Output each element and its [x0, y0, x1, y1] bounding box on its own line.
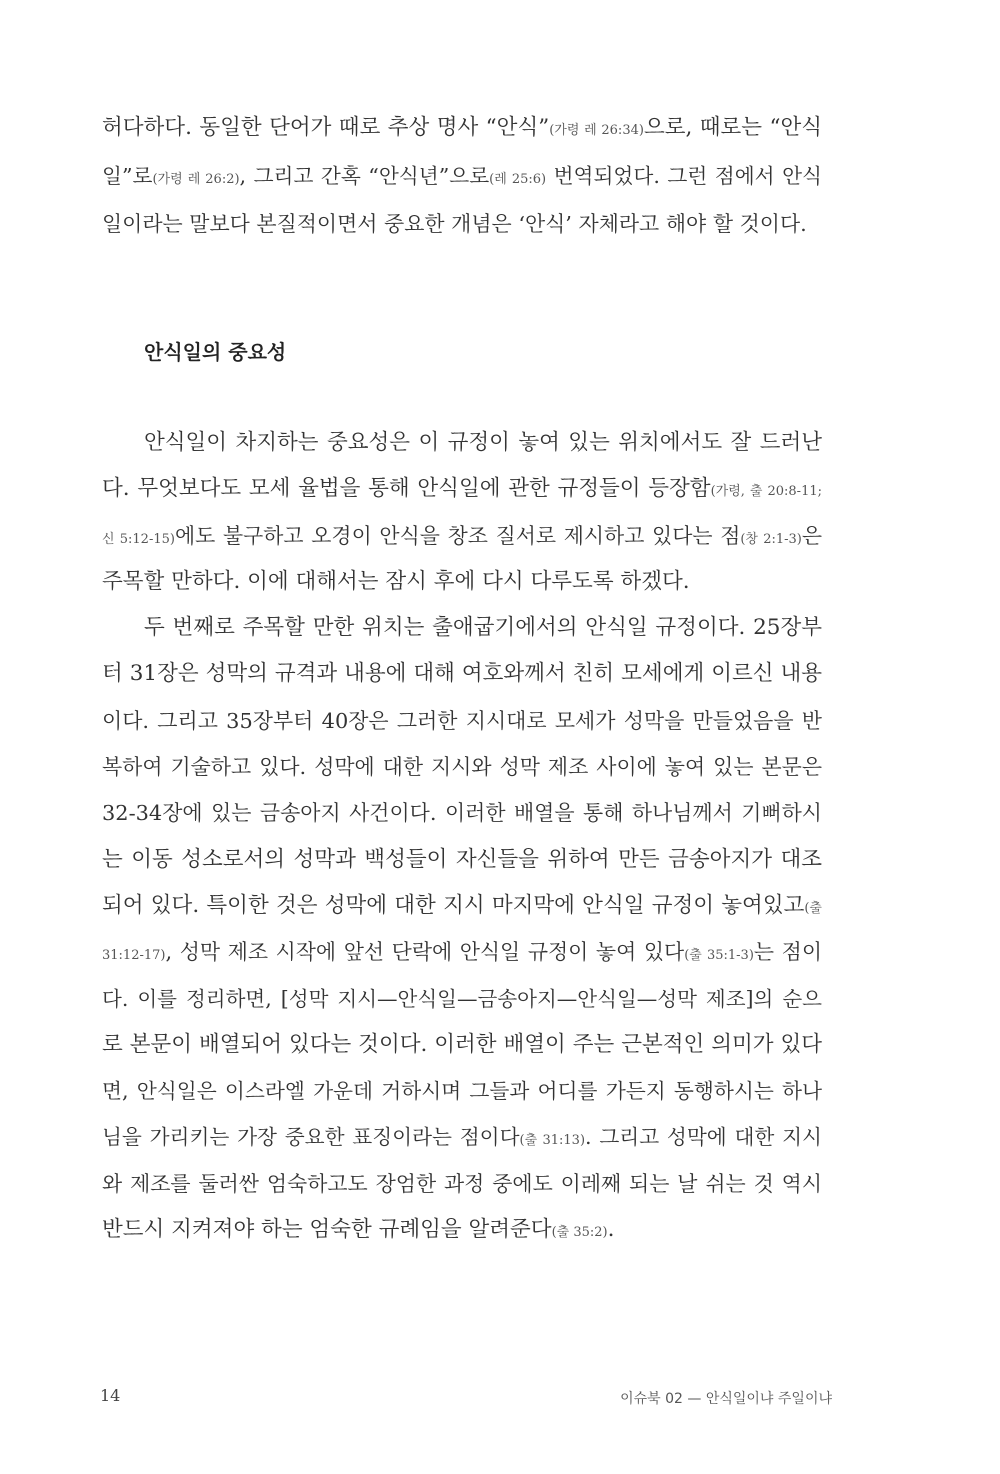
- text-line: 이다. 그리고 35장부터 40장은 그러한 지시대로 모세가 성막을 만들었음을 반: [102, 708, 822, 733]
- text-line: 안식일이 차지하는 중요성은 이 규정이 놓여 있는 위치에서도 잘 드러난: [144, 430, 822, 455]
- text-line: 다. 무엇보다도 모세 율법을 통해 안식일에 관한 규정들이 등장함(가령, 출 20:8-11;: [102, 476, 822, 502]
- page-number: 14: [100, 1386, 121, 1405]
- section-heading: 안식일의 중요성: [144, 340, 287, 364]
- text-line: 로 본문이 배열되어 있다는 것이다. 이러한 배열이 주는 근본적인 의미가 있다: [102, 1031, 822, 1057]
- scripture-reference: 신 5:12-15): [102, 531, 175, 547]
- text-line: 와 제조를 둘러싼 엄숙하고도 장엄한 과정 중에도 이레째 되는 날 쉬는 것 역시: [102, 1171, 822, 1196]
- text-line: 복하여 기술하고 있다. 성막에 대한 지시와 성막 제조 사이에 놓여 있는 본문은: [102, 755, 822, 780]
- text-line: 두 번째로 주목할 만한 위치는 출애굽기에서의 안식일 규정이다. 25장부: [144, 615, 822, 641]
- text-line: 반드시 지켜져야 하는 엄숙한 규례임을 알려준다(출 35:2).: [102, 1217, 615, 1243]
- scripture-reference: (출: [804, 900, 822, 916]
- scripture-reference: (레 25:6): [489, 172, 547, 187]
- scripture-reference: (출 35:2): [551, 1225, 608, 1241]
- text-line: 주목할 만하다. 이에 대해서는 잠시 후에 다시 다루도록 하겠다.: [102, 568, 690, 594]
- running-head: 이슈북 02 — 안식일이냐 주일이냐: [620, 1391, 832, 1407]
- text-line: 허다하다. 동일한 단어가 때로 추상 명사 “안식”(가령 레 26:34)으로, 때로는 “안식: [102, 115, 822, 140]
- body-paragraphs: [102, 420, 822, 1253]
- text-line: 되어 있다. 특이한 것은 성막에 대한 지시 마지막에 안식일 규정이 놓여있고(출: [102, 892, 822, 918]
- scripture-reference: 31:12-17): [102, 948, 166, 964]
- text-line: 는 이동 성소로서의 성막과 백성들이 자신들을 위하여 만든 금송아지가 대조: [102, 846, 822, 872]
- scripture-reference: (창 2:1-3): [740, 531, 802, 547]
- text-line: 면, 안식일은 이스라엘 가운데 거하시며 그들과 어디를 가든지 동행하시는 하나: [102, 1079, 822, 1104]
- text-line: 32-34장에 있는 금송아지 사건이다. 이러한 배열을 통해 하나님께서 기뻐하시: [102, 801, 822, 826]
- scripture-reference: (가령, 출 20:8-11;: [710, 484, 822, 500]
- scripture-reference: (출 31:13): [519, 1133, 586, 1149]
- text-line: 31:12-17), 성막 제조 시작에 앞선 단락에 안식일 규정이 놓여 있다(출 35:1-3)는 점이: [102, 940, 822, 965]
- scripture-reference: (출 35:1-3): [684, 948, 754, 964]
- text-line: 일”로(가령 레 26:2), 그리고 간혹 “안식년”으로(레 25:6) 번역되었다. 그런 점에서 안식: [102, 164, 822, 188]
- text-line: 신 5:12-15)에도 불구하고 오경이 안식을 창조 질서로 제시하고 있다는 점(창 2:1-3)은: [102, 523, 823, 548]
- text-line: 다. 이를 정리하면, [성막 지시—안식일—금송아지—안식일—성막 제조]의 순으: [102, 986, 822, 1011]
- scripture-reference: (가령 레 26:2): [152, 172, 240, 187]
- text-line: 일이라는 말보다 본질적이면서 중요한 개념은 ‘안식’ 자체라고 해야 할 것이다.: [102, 212, 807, 236]
- text-line: 터 31장은 성막의 규격과 내용에 대해 여호와께서 친히 모세에게 이르신 내용: [102, 661, 822, 687]
- text-line: 님을 가리키는 가장 중요한 표징이라는 점이다(출 31:13). 그리고 성막에 대한 지시: [102, 1125, 822, 1150]
- intro-paragraph: [102, 104, 822, 248]
- scripture-reference: (가령 레 26:34): [549, 123, 644, 138]
